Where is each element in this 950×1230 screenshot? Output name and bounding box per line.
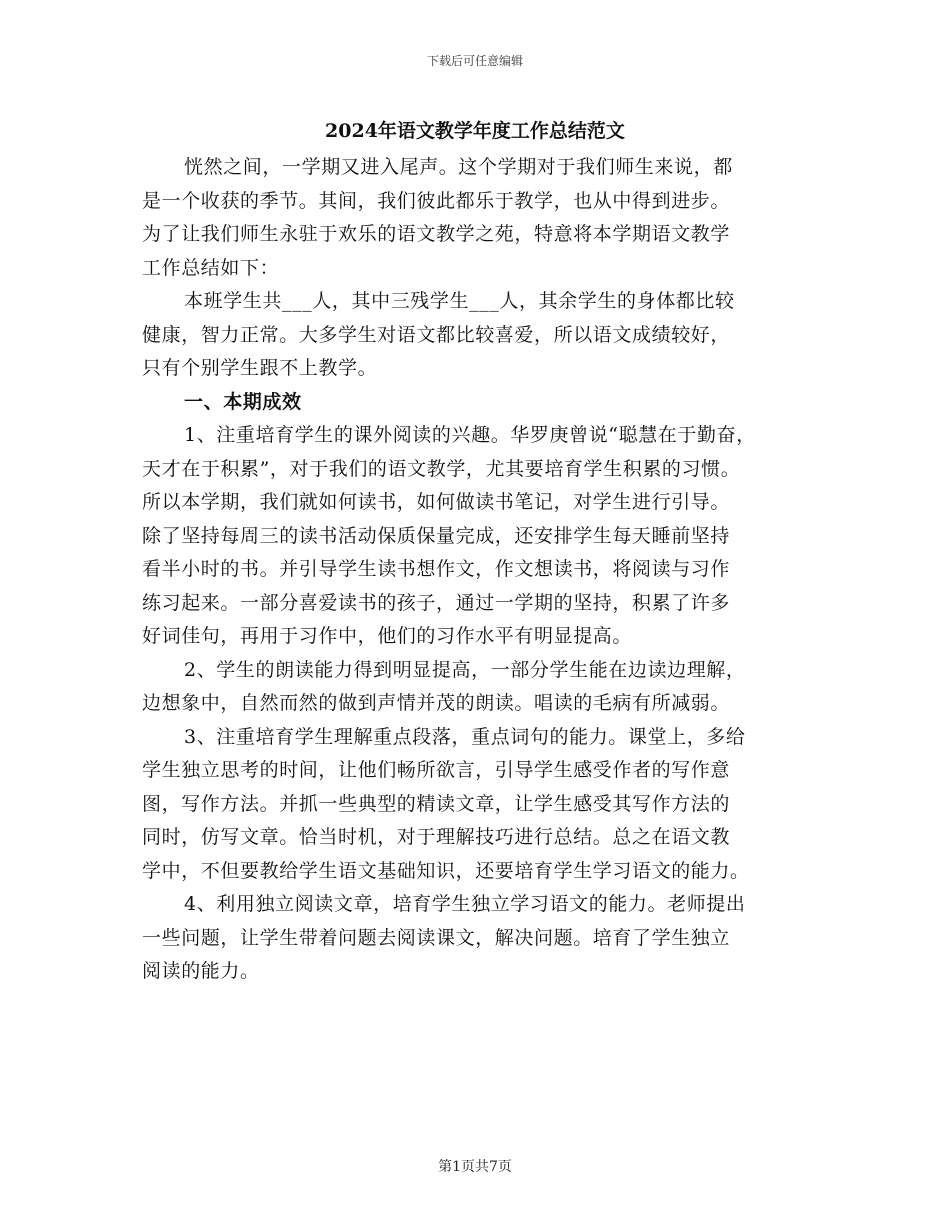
text-line: 4、利用独立阅读文章，培育学生独立学习语文的能力。老师提出 (184, 893, 746, 915)
text-line: 学生独立思考的时间，让他们畅所欲言，引导学生感受作者的写作意 (142, 759, 731, 781)
text-line: 好词佳句，再用于习作中，他们的习作水平有明显提高。 (142, 625, 633, 647)
text-line: 阅读的能力。 (142, 960, 260, 982)
text-line: 边想象中，自然而然的做到声情并茂的朗读。唱读的毛病有所减弱。 (142, 692, 731, 714)
section-heading: 一、本期成效 (184, 390, 302, 413)
header-note: 下载后可任意编辑 (426, 54, 523, 68)
text-line: 学中，不但要教给学生语文基础知识，还要培育学生学习语文的能力。 (142, 859, 750, 882)
document-body (142, 151, 814, 989)
text-line: 恍然之间，一学期又进入尾声。这个学期对于我们师生来说，都 (184, 156, 733, 178)
text-line: 健康，智力正常。大多学生对语文都比较喜爱，所以语文成绩较好， (142, 323, 731, 346)
text-line: 练习起来。一部分喜爱读书的孩子，通过一学期的坚持，积累了许多 (142, 591, 731, 614)
text-line: 3、注重培育学生理解重点段落，重点词句的能力。课堂上，多给 (184, 725, 746, 748)
text-line: 所以本学期，我们就如何读书，如何做读书笔记，对学生进行引导。 (142, 491, 731, 513)
text-line: 同时，仿写文章。恰当时机，对于理解技巧进行总结。总之在语文教 (142, 826, 731, 848)
text-line: 除了坚持每周三的读书活动保质保量完成，还安排学生每天睡前坚持 (142, 524, 731, 547)
text-line: 2、学生的朗读能力得到明显提高，一部分学生能在边读边理解， (184, 658, 746, 681)
text-line: 图，写作方法。并抓一些典型的精读文章，让学生感受其写作方法的 (142, 792, 731, 815)
page-footer: 第1页共7页 (438, 1159, 512, 1175)
text-line: 看半小时的书。并引导学生读书想作文，作文想读书，将阅读与习作 (142, 558, 731, 580)
text-line: 1、注重培育学生的课外阅读的兴趣。华罗庚曾说“聪慧在于勤奋， (184, 424, 756, 446)
text-line: 是一个收获的季节。其间，我们彼此都乐于教学，也从中得到进步。 (142, 189, 731, 212)
text-line: 只有个别学生跟不上教学。 (142, 357, 378, 379)
text-line: 为了让我们师生永驻于欢乐的语文教学之苑，特意将本学期语文教学 (142, 223, 731, 245)
text-line: 工作总结如下： (142, 256, 280, 279)
text-line: 天才在于积累”，对于我们的语文教学，尤其要培育学生积累的习惯。 (142, 457, 741, 480)
text-line: 一些问题，让学生带着问题去阅读课文，解决问题。培育了学生独立 (142, 926, 731, 949)
document-title: 2024年语文教学年度工作总结范文 (325, 120, 625, 142)
text-line: 本班学生共___人，其中三残学生___人，其余学生的身体都比较 (184, 290, 735, 312)
